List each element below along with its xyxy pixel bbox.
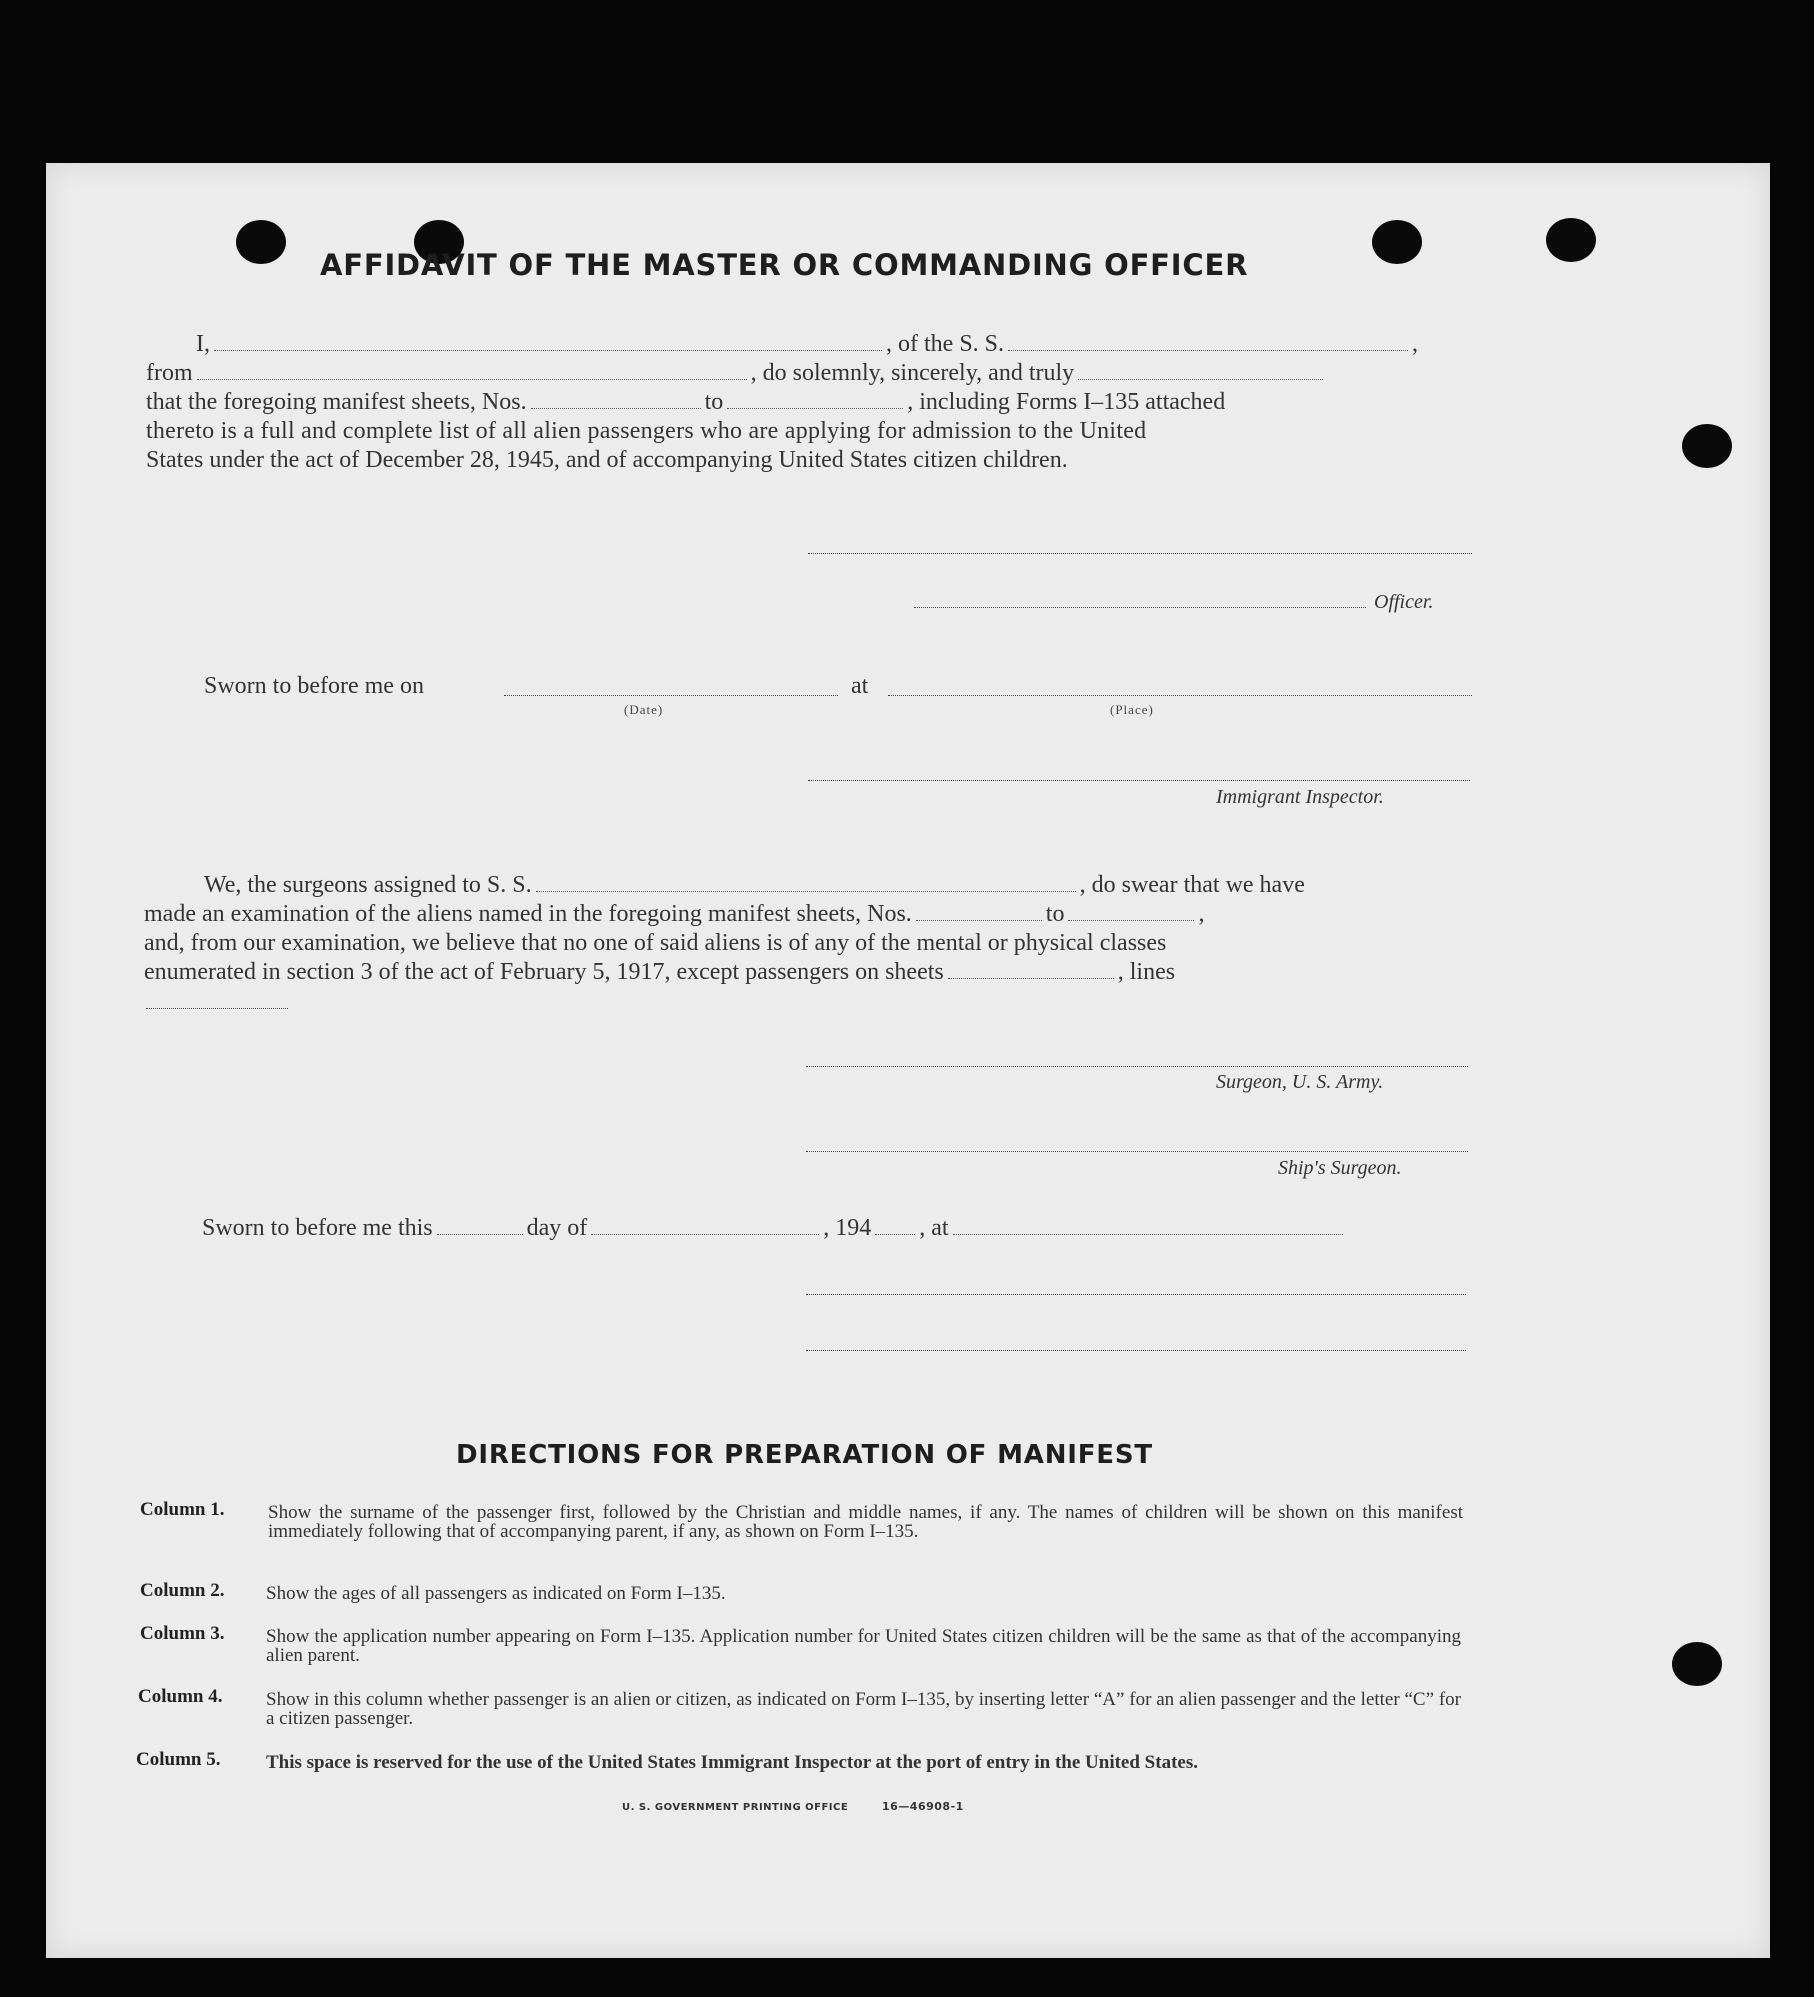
column-5-text: This space is reserved for the use of the United States Immigrant Inspector at the port of entry in the United States. xyxy=(266,1752,1198,1773)
place-caption: (Place) xyxy=(1110,702,1154,717)
surgeons-text: , lines xyxy=(1117,959,1176,985)
affidavit-line-2 xyxy=(146,360,1327,387)
sworn-place-field[interactable] xyxy=(888,695,1472,696)
column-4-label: Column 4. xyxy=(138,1686,223,1707)
affidavit-text: that the foregoing manifest sheets, Nos. xyxy=(146,389,527,415)
directions-title: DIRECTIONS FOR PREPARATION OF MANIFEST xyxy=(456,1440,1153,1470)
column-1-label: Column 1. xyxy=(140,1499,225,1520)
sworn-this-text: , at xyxy=(919,1215,949,1241)
date-caption: (Date) xyxy=(624,702,664,717)
affidavit-line-5: States under the act of December 28, 1945, and of accompanying United States citizen children. xyxy=(146,447,1068,473)
surgeons-text: enumerated in section 3 of the act of February 5, 1917, except passengers on sheets xyxy=(144,959,944,985)
officer-label: Officer. xyxy=(1374,591,1434,613)
surgeons-line-4 xyxy=(144,959,1175,986)
form-code: 16—46908-1 xyxy=(882,1800,964,1813)
column-1-text: Show the surname of the passenger first, followed by the Christian and middle names, if any. The names of children will be shown on this manifest immediately following that of accompanying parent, if any, as shown on Form I–135. xyxy=(268,1502,1463,1542)
oath-field[interactable] xyxy=(1078,378,1323,380)
punch-hole xyxy=(1672,1642,1722,1686)
army-surgeon-signature-line[interactable] xyxy=(806,1066,1468,1067)
column-3-text: Show the application number appearing on Form I–135. Application number for United States citizen children will be the same as that of the accompanying alien parent. xyxy=(266,1626,1461,1666)
ship-name-field[interactable] xyxy=(1008,349,1408,351)
column-3-label: Column 3. xyxy=(140,1623,225,1644)
surgeons-ship-field[interactable] xyxy=(536,890,1076,892)
column-2-text: Show the ages of all passengers as indicated on Form I–135. xyxy=(266,1583,726,1604)
sworn-this-text: day of xyxy=(526,1215,588,1241)
surgeons-line-2 xyxy=(144,901,1204,928)
sheets-to-field[interactable] xyxy=(727,407,903,409)
sworn-at-text: at xyxy=(851,673,869,699)
sworn-this-text: Sworn to before me this xyxy=(202,1215,433,1241)
inspector-label: Immigrant Inspector. xyxy=(1216,786,1384,808)
column-5-label: Column 5. xyxy=(136,1749,221,1770)
punch-hole xyxy=(1372,220,1422,264)
sworn-on-text: Sworn to before me on xyxy=(204,673,424,699)
officer-signature-line-1[interactable] xyxy=(808,553,1472,554)
sworn-this-line xyxy=(202,1215,1347,1242)
ship-surgeon-label: Ship's Surgeon. xyxy=(1278,1157,1402,1179)
official-signature-line-2[interactable] xyxy=(806,1350,1466,1351)
surgeons-text: made an examination of the aliens named in the foregoing manifest sheets, Nos. xyxy=(144,901,912,927)
surgeons-line-3: and, from our examination, we believe that no one of said aliens is of any of the mental or physical classes xyxy=(144,930,1167,956)
affidavit-text: to xyxy=(704,389,724,415)
surgeons-sheets-from-field[interactable] xyxy=(916,919,1042,921)
affidavit-text: I, xyxy=(196,331,210,357)
year-field[interactable] xyxy=(875,1233,915,1235)
sworn-at-place-field[interactable] xyxy=(953,1233,1343,1235)
army-surgeon-label: Surgeon, U. S. Army. xyxy=(1216,1071,1384,1093)
column-2-label: Column 2. xyxy=(140,1580,225,1601)
month-field[interactable] xyxy=(591,1233,819,1235)
master-name-field[interactable] xyxy=(214,349,882,351)
day-field[interactable] xyxy=(437,1233,523,1235)
affidavit-line-3 xyxy=(146,389,1225,416)
printing-office-credit: U. S. GOVERNMENT PRINTING OFFICE xyxy=(622,1802,849,1813)
official-signature-line-1[interactable] xyxy=(806,1294,1466,1295)
surgeons-text: , xyxy=(1198,901,1205,927)
affidavit-line-4: thereto is a full and complete list of all alien passengers who are applying for admission to the United xyxy=(146,418,1147,444)
affidavit-title: AFFIDAVIT OF THE MASTER OR COMMANDING OFFICER xyxy=(320,248,1249,282)
affidavit-text: , xyxy=(1412,331,1419,357)
column-4-text: Show in this column whether passenger is an alien or citizen, as indicated on Form I–135, by inserting letter “A” for an alien passenger and the letter “C” for a citizen passenger. xyxy=(266,1689,1461,1729)
officer-signature-line-2[interactable] xyxy=(914,607,1366,608)
affidavit-text: from xyxy=(146,360,193,386)
surgeons-line-1 xyxy=(204,872,1305,899)
affidavit-line-1 xyxy=(196,331,1418,358)
punch-hole xyxy=(1682,424,1732,468)
sheets-from-field[interactable] xyxy=(531,407,701,409)
surgeons-text: to xyxy=(1045,901,1065,927)
inspector-signature-line[interactable] xyxy=(808,780,1470,781)
surgeons-text: We, the surgeons assigned to S. S. xyxy=(204,872,532,898)
ship-surgeon-signature-line[interactable] xyxy=(806,1151,1468,1152)
surgeons-text: , do swear that we have xyxy=(1079,872,1305,898)
except-sheets-field[interactable] xyxy=(948,977,1114,979)
except-lines-field[interactable] xyxy=(146,1008,288,1009)
from-port-field[interactable] xyxy=(197,378,747,380)
sworn-date-field[interactable] xyxy=(504,695,838,696)
punch-hole xyxy=(1546,218,1596,262)
affidavit-text: , do solemnly, sincerely, and truly xyxy=(750,360,1075,386)
surgeons-sheets-to-field[interactable] xyxy=(1068,919,1194,921)
affidavit-text: , of the S. S. xyxy=(886,331,1005,357)
punch-hole xyxy=(236,220,286,264)
affidavit-text: , including Forms I–135 attached xyxy=(907,389,1226,415)
sworn-this-text: , 194 xyxy=(823,1215,872,1241)
